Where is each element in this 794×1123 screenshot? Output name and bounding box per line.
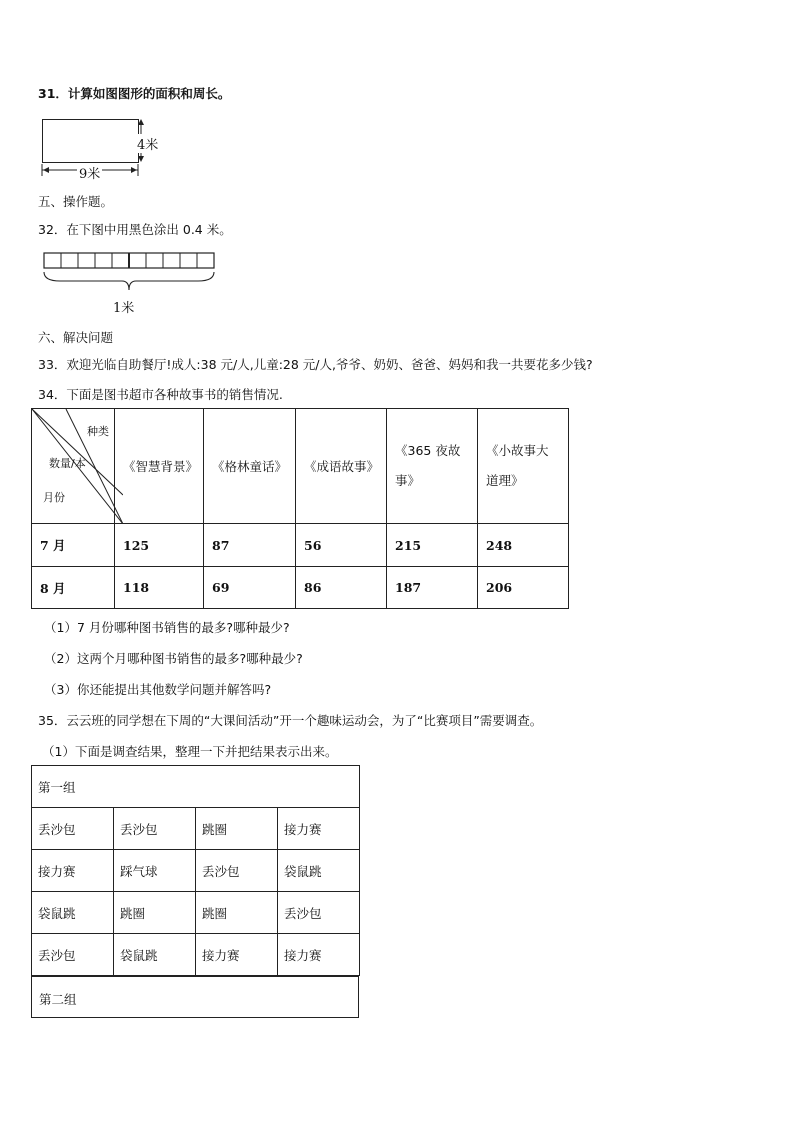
survey-cell: 跳圈 [114, 892, 196, 934]
table-row [32, 808, 360, 850]
book-header: 《成语故事》 [296, 409, 387, 524]
question-31: 31．计算如图图形的面积和周长。 [38, 86, 231, 101]
height-label: 4米 [136, 134, 159, 153]
table-row [32, 850, 360, 892]
section-6-title: 六、解决问题 [38, 330, 114, 345]
survey-cell: 丢沙包 [32, 934, 114, 976]
brace-icon [44, 272, 214, 290]
table-row [32, 567, 569, 609]
survey-cell: 袋鼠跳 [114, 934, 196, 976]
month-cell: 7 月 [32, 524, 115, 567]
question-34-sub-1: （1）7 月份哪种图书销售的最多?哪种最少? [44, 620, 290, 635]
width-label: 9米 [77, 163, 102, 182]
survey-cell: 接力赛 [32, 850, 114, 892]
survey-cell: 袋鼠跳 [278, 850, 360, 892]
question-34: 34．下面是图书超市各种故事书的销售情况. [38, 387, 283, 402]
value-cell: 56 [296, 524, 387, 567]
question-35-sub-1: （1）下面是调查结果，整理一下并把结果表示出来。 [42, 744, 338, 759]
header-month-label: 月份 [43, 491, 65, 504]
question-33: 33．欢迎光临自助餐厅!成人:38 元/人,儿童:28 元/人,爷爷、奶奶、爸爸、妈妈和我一共要花多少钱? [38, 357, 593, 372]
table-row [32, 766, 360, 808]
header-type-label: 种类 [87, 425, 109, 438]
value-cell: 215 [387, 524, 478, 567]
value-cell: 69 [204, 567, 296, 609]
survey-cell: 跳圈 [196, 808, 278, 850]
value-cell: 248 [478, 524, 569, 567]
survey-cell: 跳圈 [196, 892, 278, 934]
header-qty-label: 数量/本 [49, 457, 86, 470]
book-header: 《格林童话》 [204, 409, 296, 524]
table-row [32, 524, 569, 567]
diagonal-header-cell [32, 409, 115, 524]
survey-table-group-2 [31, 976, 359, 1018]
question-34-sub-2: （2）这两个月哪种图书销售的最多?哪种最少? [44, 651, 303, 666]
table-row [32, 892, 360, 934]
survey-cell: 接力赛 [278, 808, 360, 850]
survey-cell: 丢沙包 [196, 850, 278, 892]
survey-cell: 袋鼠跳 [32, 892, 114, 934]
value-cell: 125 [115, 524, 204, 567]
book-header: 《小故事大 道理》 [478, 409, 569, 524]
table-row [32, 934, 360, 976]
survey-cell: 丢沙包 [32, 808, 114, 850]
survey-cell: 接力赛 [278, 934, 360, 976]
value-cell: 206 [478, 567, 569, 609]
meter-label: 1米 [113, 301, 135, 316]
survey-cell: 丢沙包 [278, 892, 360, 934]
value-cell: 187 [387, 567, 478, 609]
question-35: 35．云云班的同学想在下周的“大课间活动”开一个趣味运动会，为了“比赛项目”需要调查。 [38, 713, 543, 728]
table-header-row [32, 409, 569, 524]
section-5-title: 五、操作题。 [38, 194, 114, 209]
meter-bar-figure [40, 250, 220, 298]
sales-table [31, 408, 569, 609]
month-cell: 8 月 [32, 567, 115, 609]
book-header: 《智慧背景》 [115, 409, 204, 524]
question-32: 32．在下图中用黑色涂出 0.4 米。 [38, 222, 232, 237]
group-1-title: 第一组 [32, 766, 360, 808]
question-34-sub-3: （3）你还能提出其他数学问题并解答吗? [44, 682, 272, 697]
survey-cell: 丢沙包 [114, 808, 196, 850]
rectangle-dimension-arrows [0, 0, 200, 185]
group-2-title: 第二组 [39, 992, 77, 1007]
survey-table-group-1 [31, 765, 360, 976]
survey-cell: 踩气球 [114, 850, 196, 892]
value-cell: 86 [296, 567, 387, 609]
value-cell: 87 [204, 524, 296, 567]
survey-cell: 接力赛 [196, 934, 278, 976]
value-cell: 118 [115, 567, 204, 609]
book-header: 《365 夜故 事》 [387, 409, 478, 524]
